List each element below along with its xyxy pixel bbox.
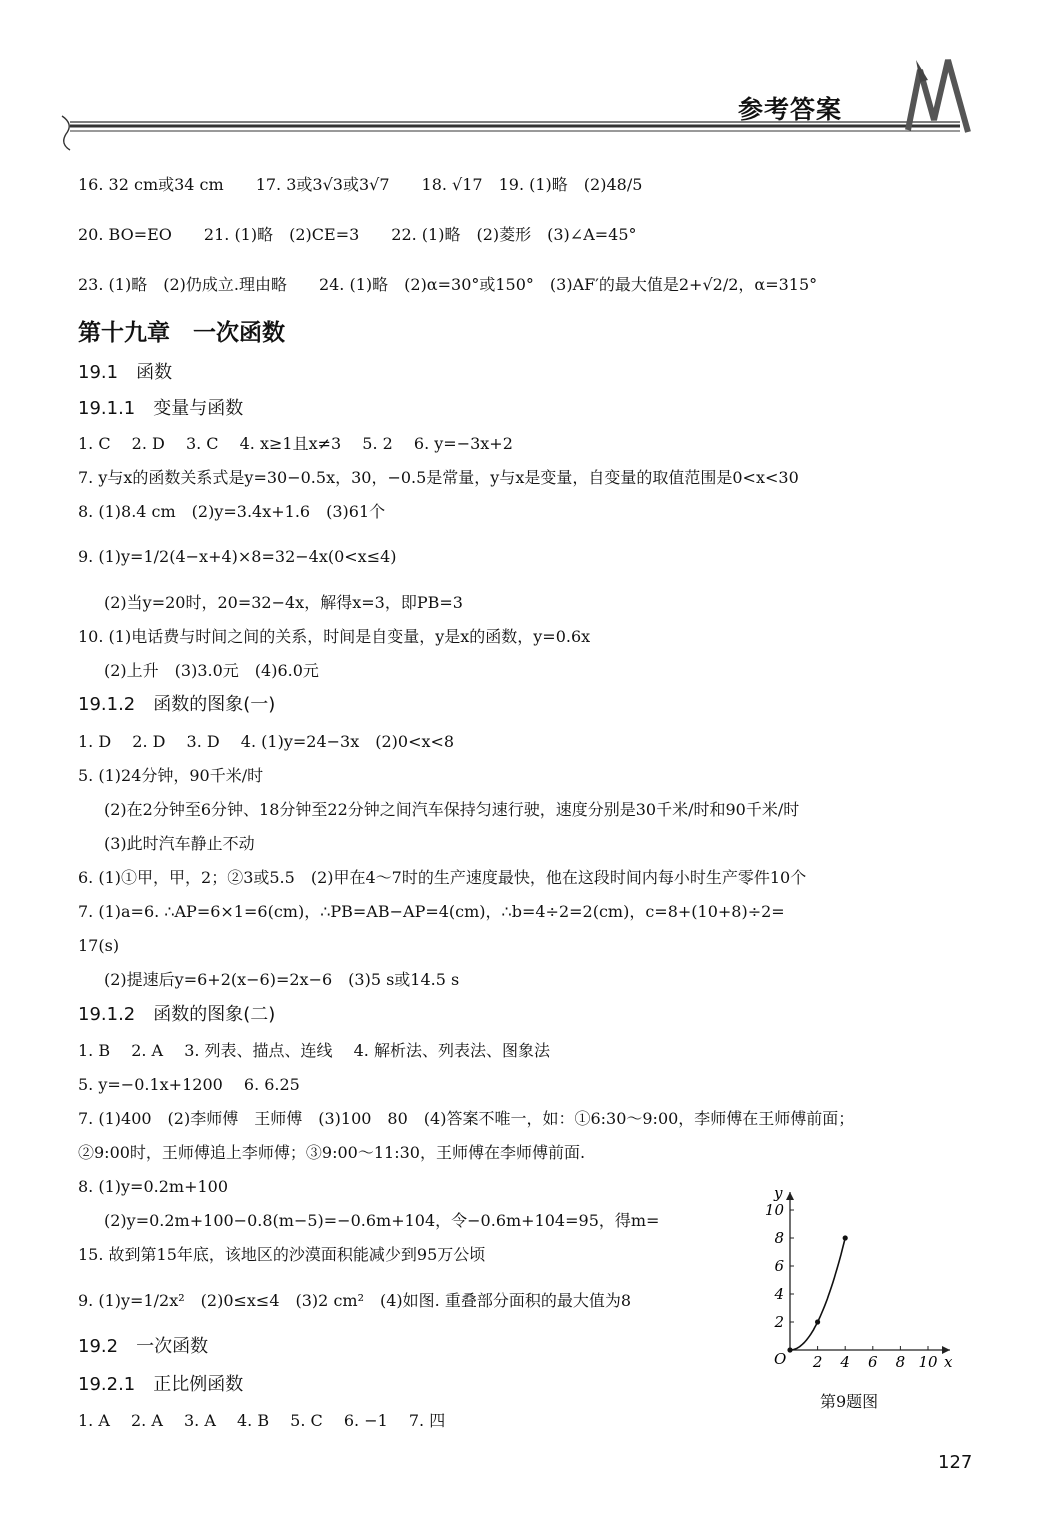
answer-line: ②9:00时，王师傅追上李师傅；③9:00～11:30，王师傅在李师傅前面.	[78, 1143, 586, 1162]
answer-line: 5. (1)24分钟，90千米/时	[78, 766, 264, 785]
answer-line: 7. y与x的函数关系式是y=30−0.5x，30，−0.5是常量，y与x是变量，自变量的取值范围是0<x<30	[78, 468, 799, 487]
y-axis-label: y	[774, 1184, 783, 1202]
answer-line: 9. (1)y=1/2(4−x+4)×8=32−4x(0<x≤4)	[78, 547, 397, 566]
data-point	[815, 1319, 820, 1324]
answer-line: 1. C 2. D 3. C 4. x≥1且x≠3 5. 2 6. y=−3x+2	[78, 434, 513, 453]
answer-line: (2)y=0.2m+100−0.8(m−5)=−0.6m+104，令−0.6m+104=95，得m=	[104, 1211, 660, 1230]
x-axis-label: x	[944, 1353, 953, 1371]
answer-line: 1. D 2. D 3. D 4. (1)y=24−3x (2)0<x<8	[78, 732, 455, 751]
answer-line: (2)上升 (3)3.0元 (4)6.0元	[104, 661, 319, 680]
x-tick-label: 2	[812, 1353, 823, 1371]
data-point	[787, 1347, 792, 1352]
answer-line: (2)提速后y=6+2(x−6)=2x−6 (3)5 s或14.5 s	[104, 970, 460, 989]
header-rule	[40, 112, 970, 152]
answer-line: 17(s)	[78, 936, 120, 955]
y-tick-label: 6	[774, 1257, 784, 1275]
x-tick-label: 4	[840, 1353, 850, 1371]
y-tick-label: 10	[764, 1201, 784, 1219]
y-axis-arrow-icon	[786, 1192, 794, 1200]
answer-line: 8. (1)y=0.2m+100	[78, 1177, 229, 1196]
answer-line: 23. (1)略 (2)仍成立.理由略 24. (1)略 (2)α=30°或150° (3)AF′的最大值是2+√2/2，α=315°	[78, 275, 818, 294]
y-tick-label: 4	[774, 1285, 784, 1303]
y-tick-label: 8	[774, 1229, 784, 1247]
answer-line: 第十九章 一次函数	[78, 320, 285, 346]
answer-line: (3)此时汽车静止不动	[104, 834, 255, 853]
answer-line: 19.1.2 函数的图象(二)	[78, 1004, 276, 1025]
x-tick-label: 8	[895, 1353, 906, 1371]
answer-line: 10. (1)电话费与时间之间的关系，时间是自变量，y是x的函数，y=0.6x	[78, 627, 591, 646]
answer-line: 15. 故到第15年底，该地区的沙漠面积能减少到95万公顷	[78, 1245, 486, 1264]
answer-line: 9. (1)y=1/2x² (2)0≤x≤4 (3)2 cm² (4)如图. 重叠部分面积的最大值为8	[78, 1291, 632, 1310]
answer-line: 19.2.1 正比例函数	[78, 1374, 244, 1395]
page-number: 127	[938, 1452, 973, 1473]
answer-line: 16. 32 cm或34 cm 17. 3或3√3或3√7 18. √17 19. (1)略 (2)48/5	[78, 175, 643, 194]
answer-line: 6. (1)①甲，甲，2；②3或5.5 (2)甲在4～7时的生产速度最快，他在这段时间内每小时生产零件10个	[78, 868, 807, 887]
data-point	[843, 1235, 848, 1240]
answer-line: 19.2 一次函数	[78, 1336, 209, 1357]
answer-line: 20. BO=EO 21. (1)略 (2)CE=3 22. (1)略 (2)菱形 (3)∠A=45°	[78, 225, 637, 244]
answer-line: (2)当y=20时，20=32−4x，解得x=3，即PB=3	[104, 593, 463, 612]
answer-graph	[760, 1178, 960, 1378]
answer-line: 19.1.1 变量与函数	[78, 398, 244, 419]
answer-line: 5. y=−0.1x+1200 6. 6.25	[78, 1075, 300, 1094]
answer-line: 8. (1)8.4 cm (2)y=3.4x+1.6 (3)61个	[78, 502, 386, 521]
header-title: 参考答案	[738, 95, 843, 124]
answer-line: 1. A 2. A 3. A 4. B 5. C 6. −1 7. 四	[78, 1411, 446, 1430]
answer-line: 19.1.2 函数的图象(一)	[78, 694, 276, 715]
function-curve	[790, 1238, 845, 1350]
answer-line: 7. (1)400 (2)李师傅 王师傅 (3)100 80 (4)答案不唯一，如：①6:30～9:00，李师傅在王师傅前面；	[78, 1109, 855, 1128]
answer-line: 7. (1)a=6. ∴AP=6×1=6(cm)，∴PB=AB−AP=4(cm)，∴b=4÷2=2(cm)，c=8+(10+8)÷2=	[78, 902, 785, 921]
answer-line: 1. B 2. A 3. 列表、描点、连线 4. 解析法、列表法、图象法	[78, 1041, 550, 1060]
graph-caption: 第9题图	[820, 1392, 879, 1411]
header-logo-icon	[890, 50, 980, 140]
origin-label: O	[774, 1350, 787, 1368]
x-tick-label: 6	[868, 1353, 878, 1371]
answer-line: 19.1 函数	[78, 362, 173, 383]
answer-line: (2)在2分钟至6分钟、18分钟至22分钟之间汽车保持匀速行驶，速度分别是30千米/时和90千米/时	[104, 800, 800, 819]
x-tick-label: 10	[918, 1353, 938, 1371]
y-tick-label: 2	[774, 1313, 784, 1331]
